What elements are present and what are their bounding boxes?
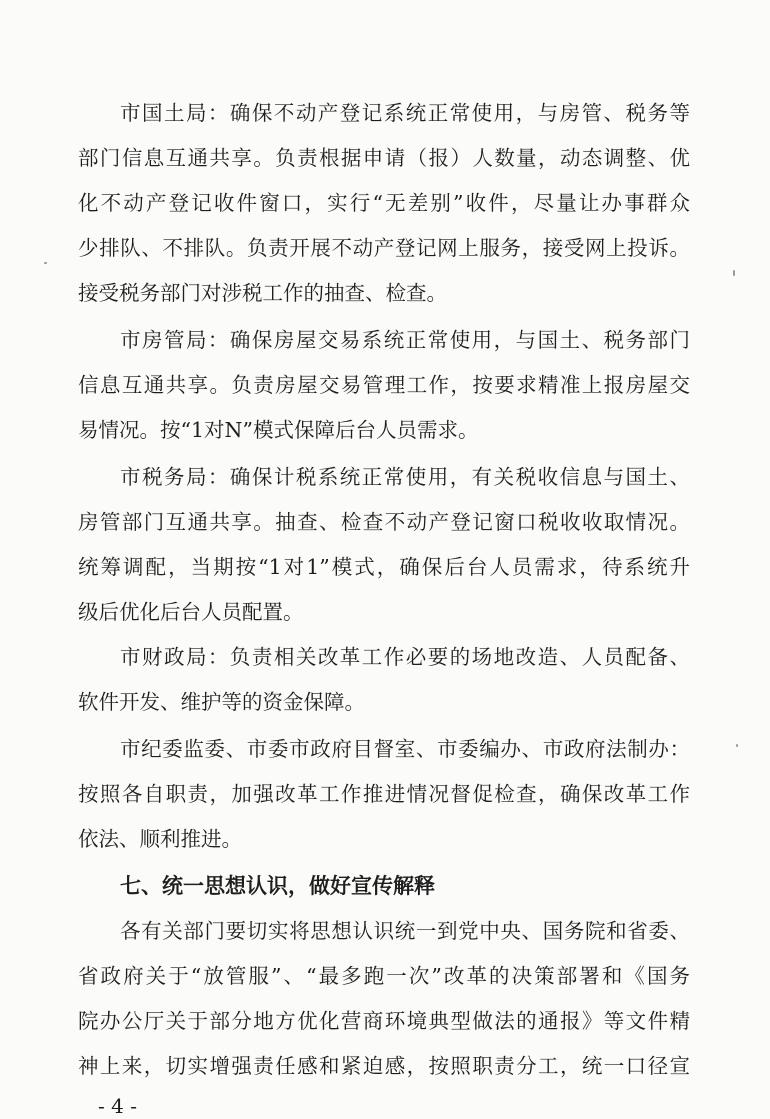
text-line: 各有关部门要切实将思想认识统一到党中央、国务院和省委、 (120, 919, 690, 943)
text-line: 依法、顺利推进。 (78, 827, 242, 851)
text-line: 软件开发、维护等的资金保障。 (78, 690, 365, 714)
text-line: 级后优化后台人员配置。 (78, 600, 304, 624)
text-line: 化不动产登记收件窗口，实行“无差别”收件，尽量让办事群众 (78, 191, 690, 215)
scan-speck (733, 270, 735, 276)
section-heading: 七、统一思想认识，做好宣传解释 (120, 874, 435, 898)
text-line: 按照各自职责，加强改革工作推进情况督促检查，确保改革工作 (78, 782, 690, 806)
text-line: 少排队、不排队。负责开展不动产登记网上服务，接受网上投诉。 (78, 236, 690, 260)
text-line: 市税务局：确保计税系统正常使用，有关税收信息与国土、 (120, 465, 690, 489)
page-number: - 4 - (98, 1094, 137, 1118)
text-line: 接受税务部门对涉税工作的抽查、检查。 (78, 281, 447, 305)
text-line: 省政府关于“放管服”、“最多跑一次”改革的决策部署和《国务 (78, 964, 690, 988)
scan-speck (44, 262, 47, 264)
text-line: 信息互通共享。负责房屋交易管理工作，按要求精准上报房屋交 (78, 373, 690, 397)
text-line: 易情况。按“1对N”模式保障后台人员需求。 (78, 418, 479, 442)
text-line: 市财政局：负责相关改革工作必要的场地改造、人员配备、 (120, 645, 690, 669)
text-line: 市国土局：确保不动产登记系统正常使用，与房管、税务等 (120, 101, 690, 125)
text-line: 市纪委监委、市委市政府目督室、市委编办、市政府法制办： (120, 737, 690, 761)
text-line: 房管部门互通共享。抽查、检查不动产登记窗口税收收取情况。 (78, 510, 690, 534)
text-line: 市房管局：确保房屋交易系统正常使用，与国土、税务部门 (120, 328, 690, 352)
text-line: 神上来，切实增强责任感和紧迫感，按照职责分工，统一口径宣 (78, 1054, 690, 1078)
scan-speck (736, 744, 738, 747)
text-line: 统筹调配，当期按“1对1”模式，确保后台人员需求，待系统升 (78, 555, 690, 579)
text-line: 部门信息互通共享。负责根据申请（报）人数量，动态调整、优 (78, 146, 690, 170)
text-line: 院办公厅关于部分地方优化营商环境典型做法的通报》等文件精 (78, 1009, 690, 1033)
